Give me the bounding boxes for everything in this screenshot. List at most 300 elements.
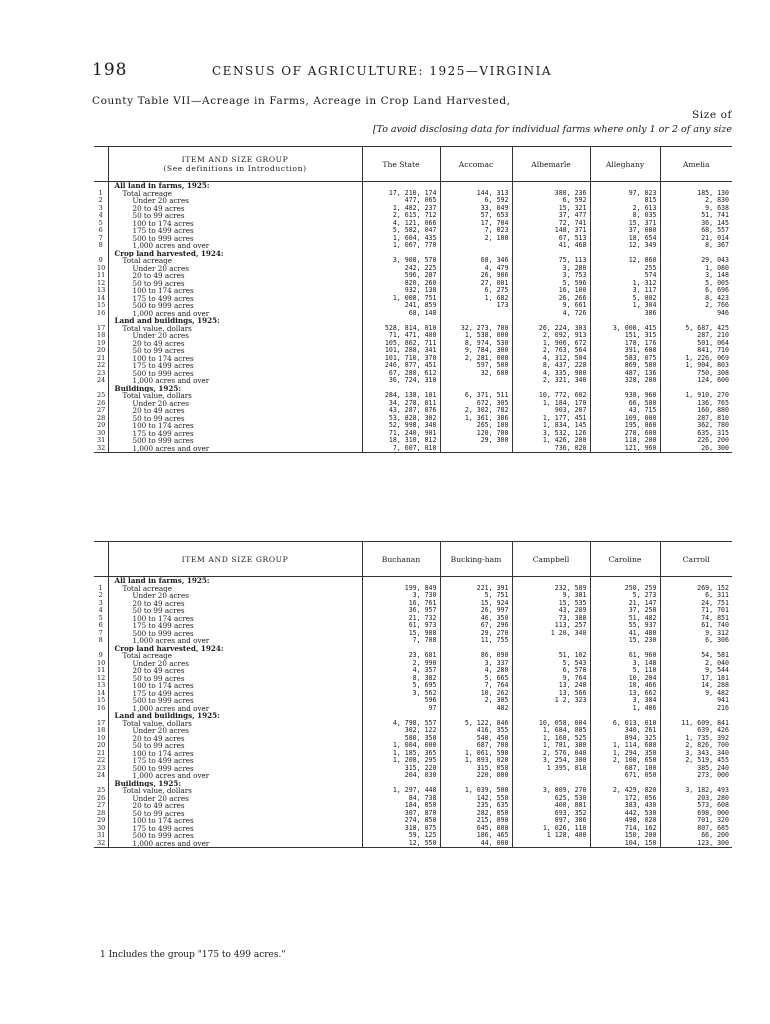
column-header: Albemarle xyxy=(512,147,590,182)
row-number: 21 xyxy=(97,749,106,757)
table-row xyxy=(94,302,732,310)
cell-value: 596, 287 xyxy=(362,272,440,280)
cell-value: 72, 741 xyxy=(512,220,590,228)
cell-value: 6, 578 xyxy=(512,667,590,675)
table-row xyxy=(94,622,732,630)
cell-value: 10, 772, 602 xyxy=(512,392,590,400)
row-label: Total acreage xyxy=(108,585,362,593)
cell-value: 315, 220 xyxy=(362,765,440,773)
cell-value: 1, 184, 170 xyxy=(512,400,590,408)
cell-value: 9, 764 xyxy=(512,675,590,683)
row-label: 500 to 999 acres xyxy=(108,235,362,243)
row-number: 5 xyxy=(98,614,103,622)
row-label: 20 to 49 acres xyxy=(108,802,362,810)
row-number: 30 xyxy=(97,824,106,832)
cell-value: 282, 050 xyxy=(440,810,512,818)
row-number: 24 xyxy=(97,772,106,779)
cell-value xyxy=(660,317,732,325)
table-row xyxy=(94,340,732,348)
table-row xyxy=(94,400,732,408)
row-label: 50 to 99 acres xyxy=(108,675,362,683)
table-row xyxy=(94,362,732,370)
cell-value: 6, 306 xyxy=(660,637,732,645)
cell-value: 232, 589 xyxy=(512,585,590,593)
cell-value xyxy=(512,577,590,585)
table-row xyxy=(94,742,732,750)
cell-value: 185, 130 xyxy=(660,190,732,198)
cell-value: 148, 371 xyxy=(512,227,590,235)
cell-value: 21, 147 xyxy=(590,600,660,608)
cell-value xyxy=(590,645,660,653)
cell-value: 2, 763, 564 xyxy=(512,347,590,355)
cell-value: 216 xyxy=(660,705,732,713)
cell-value: 946 xyxy=(660,310,732,318)
cell-value: 1 20, 340 xyxy=(512,630,590,638)
table-row xyxy=(94,735,732,743)
cell-value: 1, 177, 451 xyxy=(512,415,590,423)
table-row xyxy=(94,757,732,765)
cell-value: 4, 726 xyxy=(512,310,590,318)
cell-value: 67, 280, 612 xyxy=(362,370,440,378)
cell-value: 5, 273 xyxy=(590,592,660,600)
table-row xyxy=(94,825,732,833)
cell-value: 151, 315 xyxy=(590,332,660,340)
cell-value xyxy=(512,840,590,848)
cell-value: 41, 480 xyxy=(590,630,660,638)
row-number: 15 xyxy=(97,697,106,704)
table-row xyxy=(94,212,732,220)
cell-value: 340, 261 xyxy=(590,727,660,735)
row-label: 20 to 49 acres xyxy=(108,272,362,280)
cell-value: 386 xyxy=(590,310,660,318)
cell-value: 1, 781, 380 xyxy=(512,742,590,750)
cell-value: 3, 182, 493 xyxy=(660,787,732,795)
cell-value: 3, 343, 340 xyxy=(660,750,732,758)
cell-value: 287, 810 xyxy=(660,415,732,423)
table-row xyxy=(94,325,732,333)
cell-value xyxy=(440,377,512,385)
cell-value: 250, 259 xyxy=(590,585,660,593)
column-header: The State xyxy=(362,147,440,182)
cell-value xyxy=(362,182,440,190)
table-row xyxy=(94,607,732,615)
cell-value: 54, 581 xyxy=(660,652,732,660)
row-label: All land in farms, 1925: xyxy=(108,577,362,585)
row-label: Land and buildings, 1925: xyxy=(108,317,362,325)
row-number: 31 xyxy=(97,832,106,839)
cell-value: 1, 910, 270 xyxy=(660,392,732,400)
cell-value: 938, 960 xyxy=(590,392,660,400)
cell-value: 26, 224, 303 xyxy=(512,325,590,333)
cell-value: 1, 008, 751 xyxy=(362,295,440,303)
cell-value: 184, 050 xyxy=(362,802,440,810)
table-row xyxy=(94,727,732,735)
cell-value: 8, 423 xyxy=(660,295,732,303)
cell-value: 501, 064 xyxy=(660,340,732,348)
cell-value: 6, 013, 010 xyxy=(590,720,660,728)
cell-value: 750, 308 xyxy=(660,370,732,378)
cell-value: 226, 200 xyxy=(660,437,732,445)
table-row xyxy=(94,392,732,400)
table-row xyxy=(94,600,732,608)
row-number: 9 xyxy=(98,652,103,659)
cell-value: 55, 937 xyxy=(590,622,660,630)
row-number: 4 xyxy=(98,212,103,219)
cell-value: 5, 751 xyxy=(440,592,512,600)
table-row xyxy=(94,445,732,453)
cell-value: 51, 741 xyxy=(660,212,732,220)
table-row xyxy=(94,637,732,645)
cell-value: 97, 023 xyxy=(590,190,660,198)
row-number: 23 xyxy=(97,764,106,772)
table-row xyxy=(94,750,732,758)
row-number: 15 xyxy=(97,302,106,309)
cell-value: 120, 700 xyxy=(440,430,512,438)
cell-value: 18, 310, 812 xyxy=(362,437,440,445)
table-row xyxy=(94,347,732,355)
cell-value xyxy=(512,250,590,258)
column-header: Carroll xyxy=(660,542,732,577)
table-row xyxy=(94,220,732,228)
row-number: 17 xyxy=(97,324,106,332)
table-row xyxy=(94,675,732,683)
row-label: 50 to 99 acres xyxy=(108,607,362,615)
cell-value: 820, 260 xyxy=(362,280,440,288)
table-row xyxy=(94,810,732,818)
row-label: 175 to 499 acres xyxy=(108,227,362,235)
row-number: 22 xyxy=(97,362,106,369)
cell-value: 7, 607, 010 xyxy=(362,445,440,453)
cell-value: 11, 609, 841 xyxy=(660,720,732,728)
cell-value: 16, 100 xyxy=(512,287,590,295)
item-header: ITEM AND SIZE GROUP xyxy=(108,542,362,577)
cell-value: 894, 325 xyxy=(590,735,660,743)
column-header: Caroline xyxy=(590,542,660,577)
row-label: 500 to 999 acres xyxy=(108,370,362,378)
cell-value: 67, 513 xyxy=(512,235,590,243)
row-number: 16 xyxy=(97,309,106,317)
table-row xyxy=(94,317,732,325)
cell-value: 43, 287, 876 xyxy=(362,407,440,415)
cell-value: 635, 315 xyxy=(660,430,732,438)
cell-value: 29, 270 xyxy=(440,630,512,638)
cell-value: 2, 766 xyxy=(660,302,732,310)
table-row xyxy=(94,190,732,198)
cell-value: 1, 735, 392 xyxy=(660,735,732,743)
cell-value: 1, 160, 525 xyxy=(512,735,590,743)
row-number xyxy=(94,385,108,393)
cell-value: 482 xyxy=(440,705,512,713)
row-label: All land in farms, 1925: xyxy=(108,182,362,190)
cell-value xyxy=(590,577,660,585)
cell-value xyxy=(440,242,512,250)
table-row xyxy=(94,385,732,393)
row-number: 14 xyxy=(97,689,106,697)
row-number: 24 xyxy=(97,377,106,384)
cell-value: 144, 313 xyxy=(440,190,512,198)
cell-value xyxy=(590,385,660,393)
table-row xyxy=(94,592,732,600)
cell-value: 8, 367 xyxy=(660,242,732,250)
running-title: CENSUS OF AGRICULTURE: 1925—VIRGINIA xyxy=(212,64,553,78)
cell-value: 6, 371, 511 xyxy=(440,392,512,400)
cell-value: 2, 100, 650 xyxy=(590,757,660,765)
cell-value: 15, 988 xyxy=(362,630,440,638)
cell-value: 68, 557 xyxy=(660,227,732,235)
cell-value: 302, 122 xyxy=(362,727,440,735)
row-number-header xyxy=(94,147,108,182)
row-label: 1,000 acres and over xyxy=(108,840,362,848)
cell-value: 32, 273, 700 xyxy=(440,325,512,333)
cell-value xyxy=(660,385,732,393)
cell-value: 37, 477 xyxy=(512,212,590,220)
cell-value: 10, 204 xyxy=(590,675,660,683)
cell-value: 807, 685 xyxy=(660,825,732,833)
cell-value: 6, 311 xyxy=(660,592,732,600)
cell-value: 51, 102 xyxy=(512,652,590,660)
table-row xyxy=(94,712,732,720)
disclosure-note: [To avoid disclosing data for individual farms where only 1 or 2 of any size xyxy=(372,124,732,135)
cell-value: 109, 000 xyxy=(590,415,660,423)
cell-value: 61, 960 xyxy=(590,652,660,660)
row-number: 8 xyxy=(98,637,103,644)
cell-value: 3, 148 xyxy=(660,272,732,280)
cell-value: 5, 665 xyxy=(440,675,512,683)
table-row xyxy=(94,415,732,423)
cell-value: 3, 254, 300 xyxy=(512,757,590,765)
row-number: 1 xyxy=(98,584,103,592)
cell-value xyxy=(590,182,660,190)
row-number: 17 xyxy=(97,719,106,727)
row-label: 1,000 acres and over xyxy=(108,242,362,250)
row-number: 30 xyxy=(97,429,106,437)
cell-value: 246, 877, 451 xyxy=(362,362,440,370)
row-label: Total value, dollars xyxy=(108,392,362,400)
cell-value: 26, 300 xyxy=(660,445,732,453)
cell-value xyxy=(590,250,660,258)
table-row xyxy=(94,840,732,848)
cell-value: 3, 117 xyxy=(590,287,660,295)
cell-value: 10, 262 xyxy=(440,690,512,698)
row-label: 100 to 174 acres xyxy=(108,355,362,363)
table-row xyxy=(94,310,732,318)
row-number: 2 xyxy=(98,592,103,599)
cell-value: 53, 828, 302 xyxy=(362,415,440,423)
cell-value: 671, 050 xyxy=(590,772,660,780)
row-number: 12 xyxy=(97,279,106,287)
cell-value: 9, 381 xyxy=(512,592,590,600)
row-label: 50 to 99 acres xyxy=(108,810,362,818)
table-row xyxy=(94,630,732,638)
cell-value xyxy=(590,712,660,720)
cell-value: 3, 337 xyxy=(440,660,512,668)
cell-value: 43, 289 xyxy=(512,607,590,615)
cell-value: 34, 278, 011 xyxy=(362,400,440,408)
row-label: 100 to 174 acres xyxy=(108,750,362,758)
row-label: 1,000 acres and over xyxy=(108,310,362,318)
row-label: 175 to 499 acres xyxy=(108,825,362,833)
cell-value: 12, 860 xyxy=(590,257,660,265)
cell-value xyxy=(440,577,512,585)
table-row xyxy=(94,780,732,788)
cell-value: 75, 113 xyxy=(512,257,590,265)
row-number xyxy=(94,250,108,258)
cell-value: 36, 145 xyxy=(660,220,732,228)
cell-value: 1, 682 xyxy=(440,295,512,303)
cell-value: 318, 075 xyxy=(362,825,440,833)
row-label: 175 to 499 acres xyxy=(108,430,362,438)
cell-value: 51, 482 xyxy=(590,615,660,623)
row-number: 7 xyxy=(98,629,103,637)
table-row xyxy=(94,265,732,273)
cell-value: 498, 020 xyxy=(590,817,660,825)
row-label: 100 to 174 acres xyxy=(108,422,362,430)
row-label: Under 20 acres xyxy=(108,727,362,735)
row-number: 32 xyxy=(94,840,108,848)
row-label: Total acreage xyxy=(108,257,362,265)
row-label: Total acreage xyxy=(108,190,362,198)
row-number xyxy=(94,780,108,788)
cell-value: 221, 391 xyxy=(440,585,512,593)
row-label: Under 20 acres xyxy=(108,795,362,803)
cell-value: 9, 544 xyxy=(660,667,732,675)
cell-value xyxy=(362,385,440,393)
row-label: Total acreage xyxy=(108,652,362,660)
cell-value: 2, 519, 455 xyxy=(660,757,732,765)
row-number: 19 xyxy=(97,734,106,742)
row-number: 32 xyxy=(94,445,108,453)
cell-value: 186, 465 xyxy=(440,832,512,840)
row-number: 18 xyxy=(97,727,106,734)
cell-value: 3, 148 xyxy=(590,660,660,668)
cell-value: 104, 150 xyxy=(590,840,660,848)
cell-value: 97 xyxy=(362,705,440,713)
cell-value: 3, 908, 570 xyxy=(362,257,440,265)
cell-value: 12, 349 xyxy=(590,242,660,250)
column-header: Campbell xyxy=(512,542,590,577)
cell-value: 4, 121, 066 xyxy=(362,220,440,228)
cell-value: 9, 638 xyxy=(660,205,732,213)
cell-value: 362, 780 xyxy=(660,422,732,430)
cell-value: 477, 065 xyxy=(362,197,440,205)
cell-value: 172, 056 xyxy=(590,795,660,803)
row-label: Buildings, 1925: xyxy=(108,385,362,393)
cell-value: 385, 240 xyxy=(660,765,732,773)
cell-value: 10, 058, 004 xyxy=(512,720,590,728)
cell-value: 5, 543 xyxy=(512,660,590,668)
cell-value xyxy=(590,780,660,788)
cell-value: 18, 654 xyxy=(590,235,660,243)
row-label: 500 to 999 acres xyxy=(108,302,362,310)
row-number: 8 xyxy=(98,242,103,249)
row-label: 500 to 999 acres xyxy=(108,832,362,840)
cell-value: 36, 724, 310 xyxy=(362,377,440,385)
column-header: Accomac xyxy=(440,147,512,182)
cell-value: 123, 300 xyxy=(660,840,732,848)
row-label: 500 to 999 acres xyxy=(108,437,362,445)
cell-value: 540, 450 xyxy=(440,735,512,743)
cell-value: 52, 998, 348 xyxy=(362,422,440,430)
cell-value: 6, 592 xyxy=(512,197,590,205)
cell-value xyxy=(512,705,590,713)
table-row xyxy=(94,652,732,660)
table-row xyxy=(94,577,732,585)
row-label: Buildings, 1925: xyxy=(108,780,362,788)
cell-value: 21, 732 xyxy=(362,615,440,623)
table-row xyxy=(94,332,732,340)
column-header: Amelia xyxy=(660,147,732,182)
row-label: 1,000 acres and over xyxy=(108,377,362,385)
cell-value: 736, 020 xyxy=(512,445,590,453)
cell-value: 215, 890 xyxy=(440,817,512,825)
cell-value: 274, 850 xyxy=(362,817,440,825)
cell-value: 71, 701 xyxy=(660,607,732,615)
cell-value: 2, 613 xyxy=(590,205,660,213)
cell-value xyxy=(440,317,512,325)
row-number: 25 xyxy=(97,392,106,399)
cell-value xyxy=(362,645,440,653)
cell-value xyxy=(660,780,732,788)
table-row xyxy=(94,235,732,243)
cell-value: 121, 960 xyxy=(590,445,660,453)
cell-value: 687, 100 xyxy=(590,765,660,773)
cell-value: 573, 608 xyxy=(660,802,732,810)
table-row xyxy=(94,272,732,280)
cell-value: 12, 550 xyxy=(362,840,440,848)
cell-value: 383, 430 xyxy=(590,802,660,810)
cell-value: 13, 566 xyxy=(512,690,590,698)
cell-value: 416, 355 xyxy=(440,727,512,735)
cell-value: 203, 280 xyxy=(660,795,732,803)
table-row xyxy=(94,205,732,213)
cell-value: 195, 860 xyxy=(590,422,660,430)
cell-value: 160, 880 xyxy=(660,407,732,415)
cell-value: 5, 110 xyxy=(590,667,660,675)
row-number: 13 xyxy=(97,682,106,689)
cell-value: 932, 138 xyxy=(362,287,440,295)
row-number: 29 xyxy=(97,422,106,429)
cell-value: 59, 125 xyxy=(362,832,440,840)
row-label: Under 20 acres xyxy=(108,660,362,668)
row-label: Under 20 acres xyxy=(108,332,362,340)
cell-value: 2, 830 xyxy=(660,197,732,205)
table-row xyxy=(94,832,732,840)
row-label: 50 to 99 acres xyxy=(108,280,362,288)
cell-value: 400, 881 xyxy=(512,802,590,810)
cell-value: 897, 386 xyxy=(512,817,590,825)
table-row xyxy=(94,182,732,190)
cell-value xyxy=(660,645,732,653)
table-row xyxy=(94,585,732,593)
cell-value: 269, 152 xyxy=(660,585,732,593)
row-label: 175 to 499 acres xyxy=(108,362,362,370)
row-label: 1,000 acres and over xyxy=(108,705,362,713)
county-table-block-2 xyxy=(94,541,732,848)
table-title-line: County Table VII—Acreage in Farms, Acreage in Crop Land Harvested, xyxy=(92,95,511,107)
county-table-block-1 xyxy=(94,146,732,453)
table-row xyxy=(94,287,732,295)
cell-value: 1, 297, 448 xyxy=(362,787,440,795)
cell-value: 1, 312 xyxy=(590,280,660,288)
cell-value: 242, 225 xyxy=(362,265,440,273)
cell-value: 1 2, 323 xyxy=(512,697,590,705)
cell-value: 284, 138, 101 xyxy=(362,392,440,400)
cell-value: 2, 576, 040 xyxy=(512,750,590,758)
cell-value: 5, 596 xyxy=(512,280,590,288)
cell-value xyxy=(660,577,732,585)
cell-value: 2, 429, 820 xyxy=(590,787,660,795)
cell-value: 941 xyxy=(660,697,732,705)
